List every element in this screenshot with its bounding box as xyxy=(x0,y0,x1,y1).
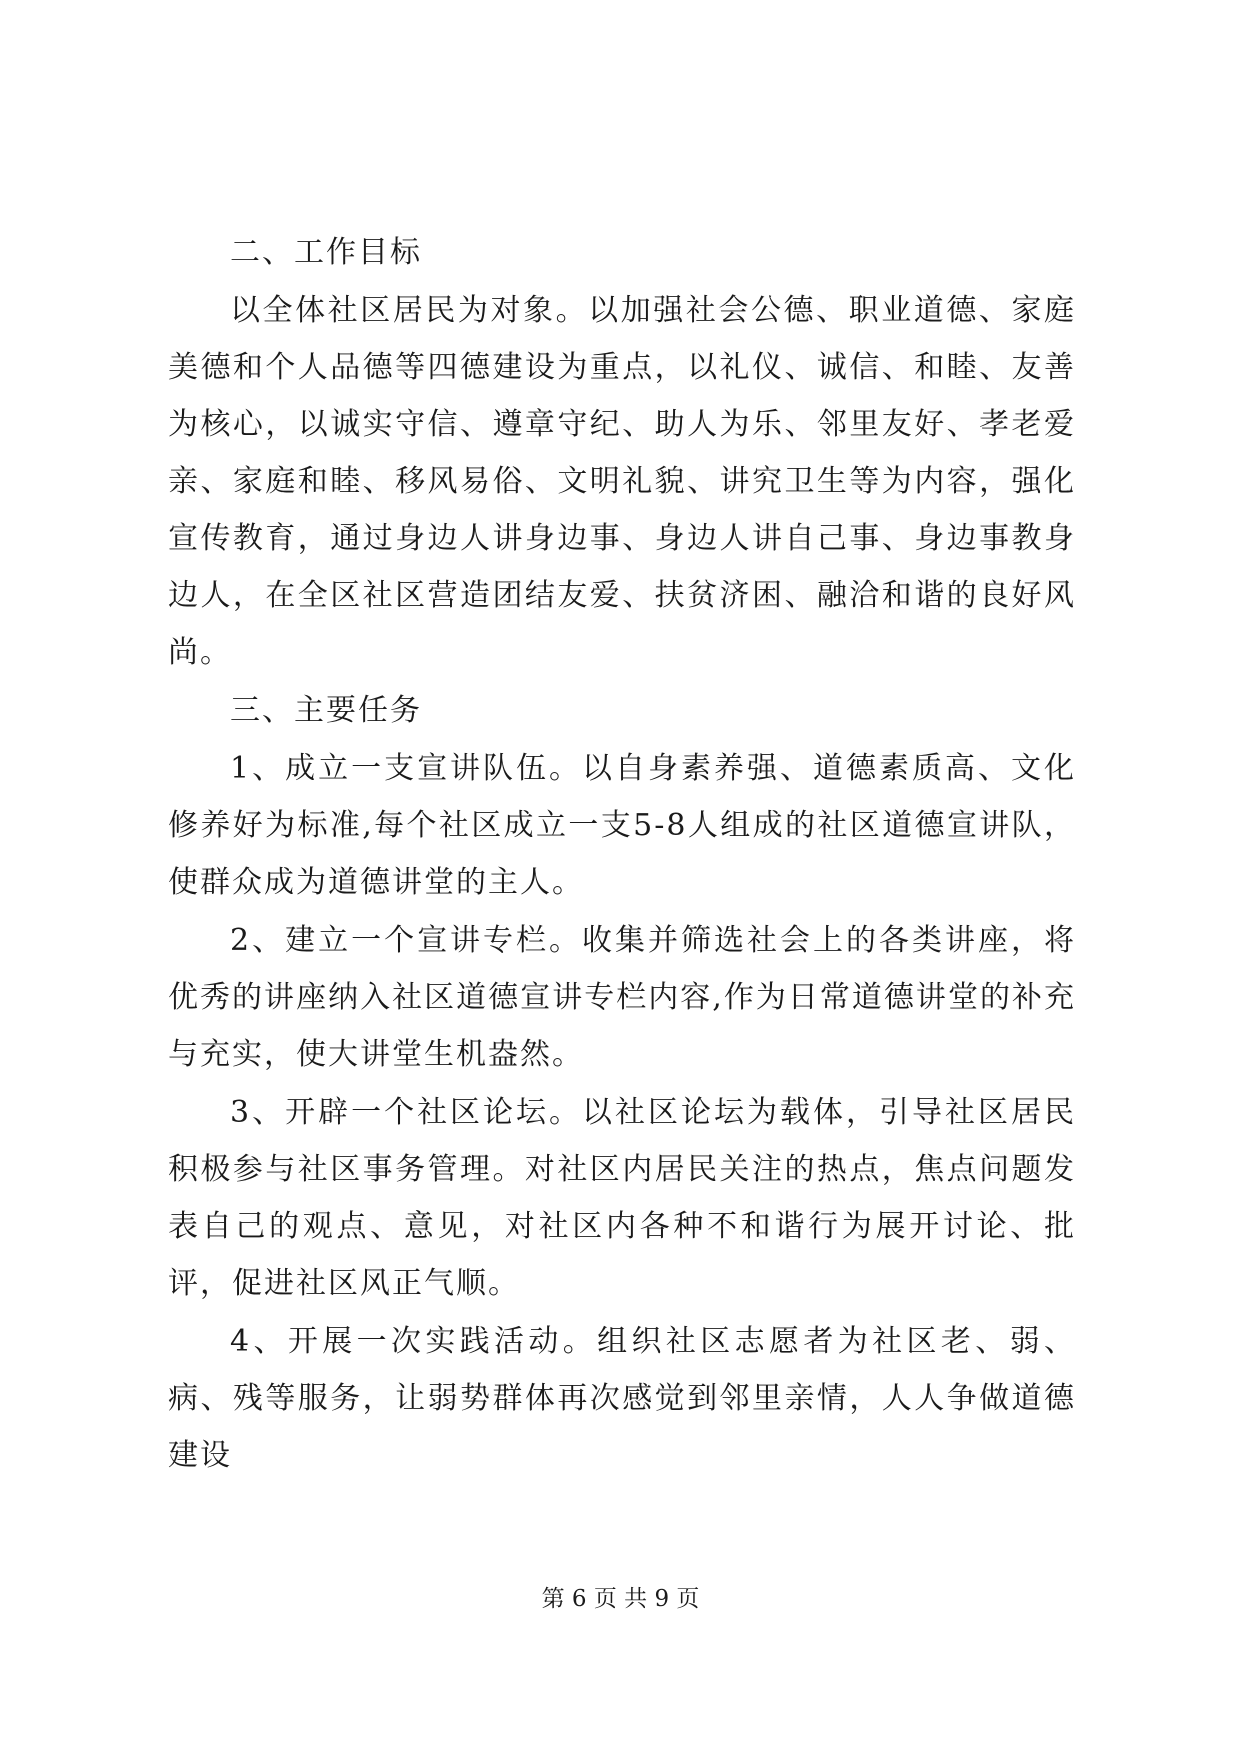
document-body xyxy=(168,224,1076,1485)
page-number-footer: 第 6 页 共 9 页 xyxy=(541,1586,700,1612)
paragraph-task-4: 4、开展一次实践活动。组织社区志愿者为社区老、弱、病、残等服务，让弱势群体再次感觉到邻里亲情，人人争做道德建设 xyxy=(168,1324,1076,1473)
heading-work-goals: 二、工作目标 xyxy=(230,235,422,270)
paragraph-goals-text: 以全体社区居民为对象。以加强社会公德、职业道德、家庭美德和个人品德等四德建设为重点，以礼仪、诚信、和睦、友善为核心，以诚实守信、遵章守纪、助人为乐、邻里友好、孝老爱亲、家庭和睦、移风易俗、文明礼貌、讲究卫生等为内容，强化宣传教育，通过身边人讲身边事、身边人讲自己事、身边事教身边人，在全区社区营造团结友爱、扶贫济困、融洽和谐的良好风尚。 xyxy=(168,293,1076,670)
paragraph-task-3: 3、开辟一个社区论坛。以社区论坛为载体，引导社区居民积极参与社区事务管理。对社区内居民关注的热点，焦点问题发表自己的观点、意见，对社区内各种不和谐行为展开讨论、批评，促进社区风正气顺。 xyxy=(168,1095,1076,1301)
paragraph-task-1: 1、成立一支宣讲队伍。以自身素养强、道德素质高、文化修养好为标准,每个社区成立一支5-8人组成的社区道德宣讲队，使群众成为道德讲堂的主人。 xyxy=(168,751,1076,900)
heading-main-tasks: 三、主要任务 xyxy=(230,693,422,728)
paragraph-task-2: 2、建立一个宣讲专栏。收集并筛选社会上的各类讲座，将优秀的讲座纳入社区道德宣讲专栏内容,作为日常道德讲堂的补充与充实，使大讲堂生机盎然。 xyxy=(168,923,1076,1072)
